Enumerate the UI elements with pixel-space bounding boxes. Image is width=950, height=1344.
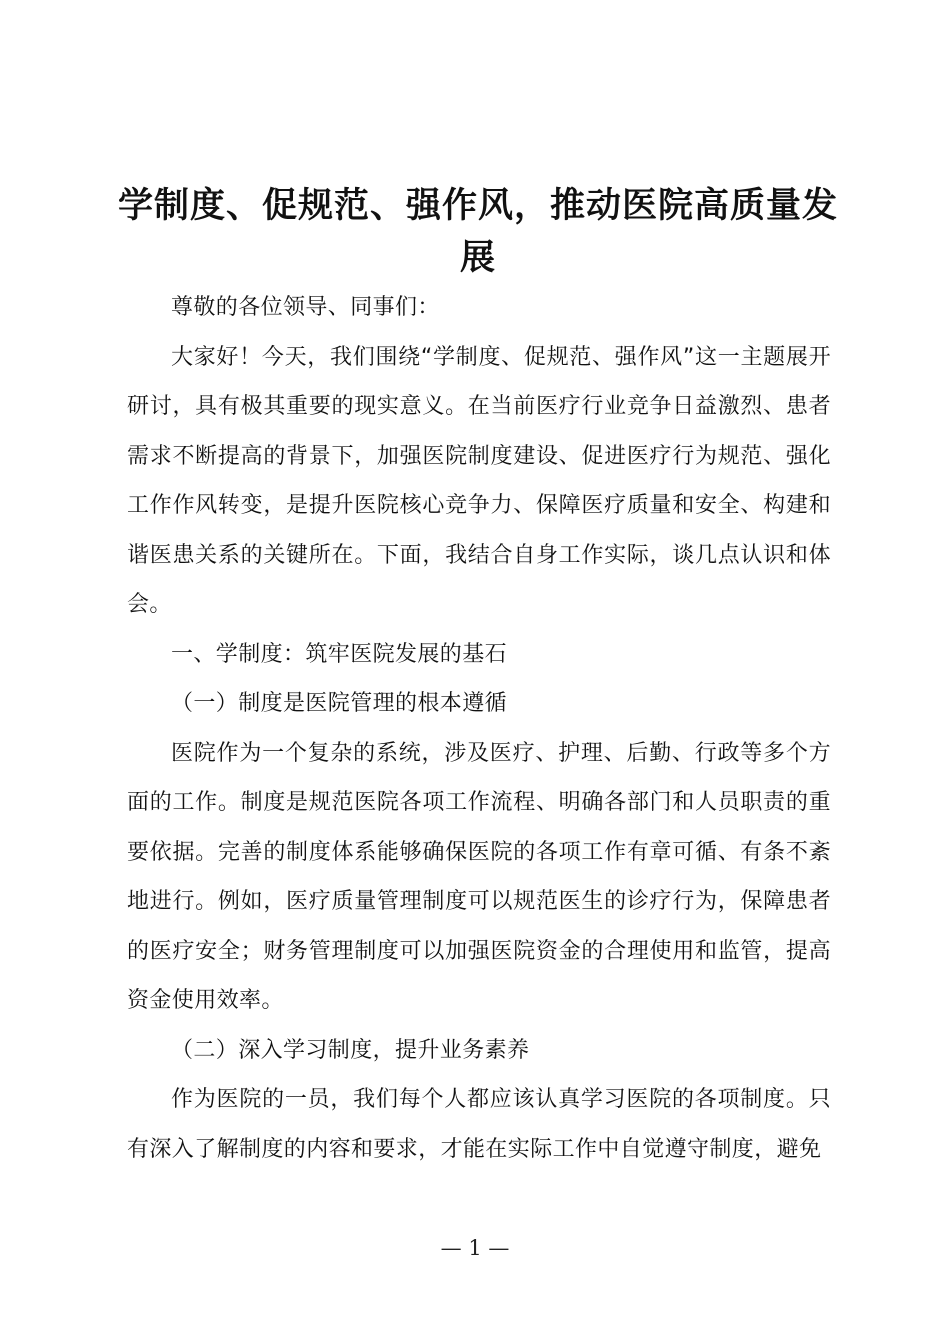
document-body xyxy=(127,283,831,1174)
subsection-heading: （二）深入学习制度，提升业务素养 xyxy=(171,1037,530,1063)
document-title: 学制度、促规范、强作风，推动医院高质量发展 xyxy=(118,186,839,278)
page-number: — 1 — xyxy=(440,1236,510,1260)
section-heading: 一、学制度：筑牢医院发展的基石 xyxy=(171,641,508,667)
body-paragraph: 医院作为一个复杂的系统，涉及医疗、护理、后勤、行政等多个方面的工作。制度是规范医院各项工作流程、明确各部门和人员职责的重要依据。完善的制度体系能够确保医院的各项工作有章可循、有条不紊地进行。例如，医疗质量管理制度可以规范医生的诊疗行为，保障患者的医疗安全；财务管理制度可以加强医院资金的合理使用和监管，提高资金使用效率。 xyxy=(127,740,831,1013)
intro-paragraph: 大家好！今天，我们围绕“学制度、促规范、强作风”这一主题展开研讨，具有极其重要的现实意义。在当前医疗行业竞争日益激烈、患者需求不断提高的背景下，加强医院制度建设、促进医疗行为规范、强化工作作风转变，是提升医院核心竞争力、保障医疗质量和安全、构建和谐医患关系的关键所在。下面，我结合自身工作实际，谈几点认识和体会。 xyxy=(127,344,831,617)
subsection-heading: （一）制度是医院管理的根本遵循 xyxy=(171,691,508,716)
body-paragraph: 作为医院的一员，我们每个人都应该认真学习医院的各项制度。只有深入了解制度的内容和要求，才能在实际工作中自觉遵守制度，避免 xyxy=(127,1087,831,1162)
salutation-paragraph: 尊敬的各位领导、同事们： xyxy=(171,295,440,320)
